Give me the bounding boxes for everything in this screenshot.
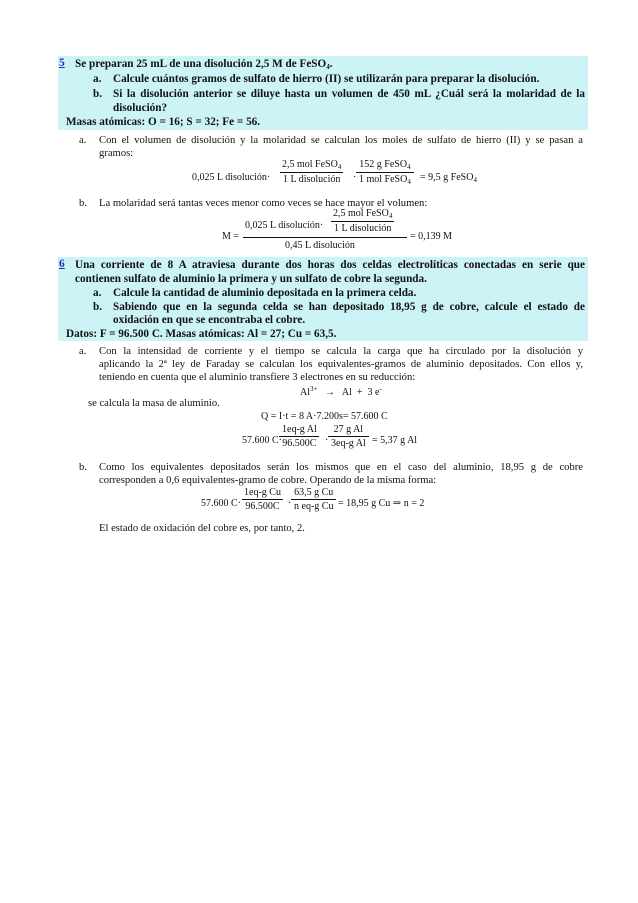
q5-statement-sub: 4	[326, 63, 330, 71]
q6-reaction-lhs: Al	[300, 387, 310, 398]
q5-eq-b-den: 0,45 L disolución	[285, 240, 355, 251]
q5-eq-a-f2-num: 152 g FeSO	[359, 159, 408, 170]
q6-data: Datos: F = 96.500 C. Masas atómicas: Al = 27; Cu = 63,5.	[66, 328, 337, 340]
q6-eq-cu-f2-num: 63,5 g Cu	[294, 487, 334, 498]
q6-sol-b-2: corresponden a 0,6 equivalentes-gramo de cobre. Operando de la misma forma:	[99, 475, 437, 486]
q6-a-label: a.	[93, 287, 102, 299]
q5-eq-b-inner-num-sub: 4	[388, 212, 393, 220]
q6-eq-al-lead: 57.600 C·	[242, 435, 282, 446]
q6-eq-cu-f1-num: 1eq-g Cu	[244, 487, 281, 498]
q5-eq-a-f2-den-sub: 4	[407, 178, 411, 186]
q6-sol-b-1: Como los equivalentes depositados serán los mismos que en el caso del aluminio, 18,95 g de cobre	[99, 462, 583, 473]
q5-a-label: a.	[93, 73, 102, 85]
q6-eq-al-result: = 5,37 g Al	[372, 435, 418, 446]
q6-sol-a-3: teniendo en cuenta que el aluminio transfiere 3 electrones en su reducción:	[99, 372, 416, 383]
q6-eq-cu-f2-den: n eq-g Cu	[294, 501, 334, 512]
q5-b-text-1: Si la disolución anterior se diluye hasta un volumen de 450 mL ¿Cuál será la molaridad de la	[113, 88, 585, 100]
q6-eq-cu-lead: 57.600 C·	[201, 498, 241, 509]
q6-b-label: b.	[93, 301, 103, 313]
q5-statement	[75, 58, 333, 74]
q6-a-text: Calcule la cantidad de aluminio depositada en la primera celda.	[113, 287, 417, 299]
q6-sol-a-label: a.	[79, 346, 87, 357]
q6-eq-charge: Q = I·t = 8 A·7.200s= 57.600 C	[261, 411, 388, 422]
q5-eq-a-dot: ·	[353, 172, 357, 183]
q5-masses: Masas atómicas: O = 16; S = 32; Fe = 56.	[66, 116, 261, 128]
q5-eq-a-f1-num-sub: 4	[337, 163, 342, 171]
q5-eq-a-lead: 0,025 L disolución·	[192, 172, 271, 183]
q6-reaction-lhs-sup: 3+	[310, 385, 318, 393]
q6-eq-al-f2-den: 3eq-g Al	[331, 438, 366, 449]
q5-eq-b-result: = 0,139 M	[410, 231, 453, 242]
q6-number: 6	[59, 258, 65, 270]
q6-eq-cu-result: = 18,95 g Cu ⇒ n = 2	[338, 498, 425, 509]
q6-sol-a-1: Con la intensidad de corriente y el tiempo se calcula la carga que ha circulado por la disolución y	[99, 346, 583, 357]
q5-sol-a-1: Con el volumen de disolución y la molaridad se calculan los moles de sulfato de hierro (II) y se pasan a	[99, 135, 583, 146]
q5-eq-a-f2-num-sub: 4	[407, 163, 411, 171]
q6-reaction	[300, 383, 382, 399]
q5-eq-b-main-bar	[243, 237, 407, 238]
q5-sol-b-label: b.	[79, 198, 87, 209]
q6-statement-2: contienen sulfato de aluminio la primera y un sulfato de cobre la segunda.	[75, 273, 427, 285]
q6-b-text-2: oxidación en que se encontraba el cobre.	[113, 314, 306, 326]
q5-eq-a-f1-num: 2,5 mol FeSO	[282, 159, 338, 170]
q5-eq-b-inner-lead: 0,025 L disolución·	[245, 220, 324, 231]
q5-eq-b-inner-num: 2,5 mol FeSO	[333, 208, 389, 219]
q5-eq-b-inner-den: 1 L disolución	[333, 223, 392, 234]
q5-b-text-2: disolución?	[113, 102, 168, 114]
q6-eq-cu-f1-den: 96.500C	[245, 501, 280, 512]
q5-eq-a-fraction-2	[356, 159, 414, 186]
q6-b-text-1: Sabiendo que en la segunda celda se han depositado 18,95 g de cobre, calcule el estado de	[113, 301, 585, 313]
q6-reaction-rhs: Al + 3 e	[341, 387, 380, 398]
q6-statement-1: Una corriente de 8 A atraviesa durante dos horas dos celdas electrolíticas conectadas en serie que	[75, 259, 585, 271]
q5-statement-text: Se preparan 25 mL de una disolución 2,5 M de FeSO	[75, 58, 327, 70]
q5-eq-b-lhs: M =	[222, 231, 240, 242]
q5-eq-a-f2-den: 1 mol FeSO	[359, 174, 408, 185]
q5-a-text: Calcule cuántos gramos de sulfato de hierro (II) se utilizarán para preparar la disolución.	[113, 73, 540, 85]
q5-sol-a-2: gramos:	[99, 148, 134, 159]
q6-eq-al-fraction-1	[279, 424, 320, 449]
q6-sol-b-label: b.	[79, 462, 87, 473]
q6-eq-al-f2-num: 27 g Al	[333, 424, 364, 435]
q6-eq-cu-dot: ·	[288, 498, 292, 509]
q5-eq-a-result-text: = 9,5 g FeSO	[420, 172, 474, 183]
q5-eq-a-f1-den: 1 L disolución	[282, 174, 341, 185]
q6-conclusion: El estado de oxidación del cobre es, por tanto, 2.	[99, 523, 305, 534]
q5-number: 5	[59, 57, 65, 69]
q5-eq-a-fraction-1	[279, 159, 344, 185]
q5-sol-b: La molaridad será tantas veces menor como veces se hace mayor el volumen:	[99, 198, 428, 209]
q6-sol-a-2: aplicando la 2ª ley de Faraday se calculan los equivalentes-gramos de aluminio depositados. Con ellos y,	[99, 359, 583, 370]
q6-eq-al-f1-num: 1eq-g Al	[282, 424, 317, 435]
q6-eq-cu-fraction-1	[241, 487, 284, 512]
q5-eq-a-result-sub: 4	[473, 176, 477, 184]
arrow-icon: →	[324, 387, 335, 398]
q6-eq-al-dot: ·	[325, 435, 329, 446]
q6-eq-al-fraction-2	[328, 424, 369, 449]
q5-eq-b-inner-fraction	[330, 208, 395, 234]
q5-statement-end: .	[329, 58, 333, 70]
q6-eq-al-f1-den: 96.500C	[282, 438, 317, 449]
q6-sol-a-4: se calcula la masa de aluminio.	[88, 398, 220, 409]
q5-sol-a-label: a.	[79, 135, 87, 146]
q5-b-label: b.	[93, 88, 103, 100]
q6-eq-cu-fraction-2	[291, 487, 336, 512]
q5-eq-a-result	[420, 171, 477, 187]
q6-reaction-rhs-sup: -	[379, 385, 382, 393]
